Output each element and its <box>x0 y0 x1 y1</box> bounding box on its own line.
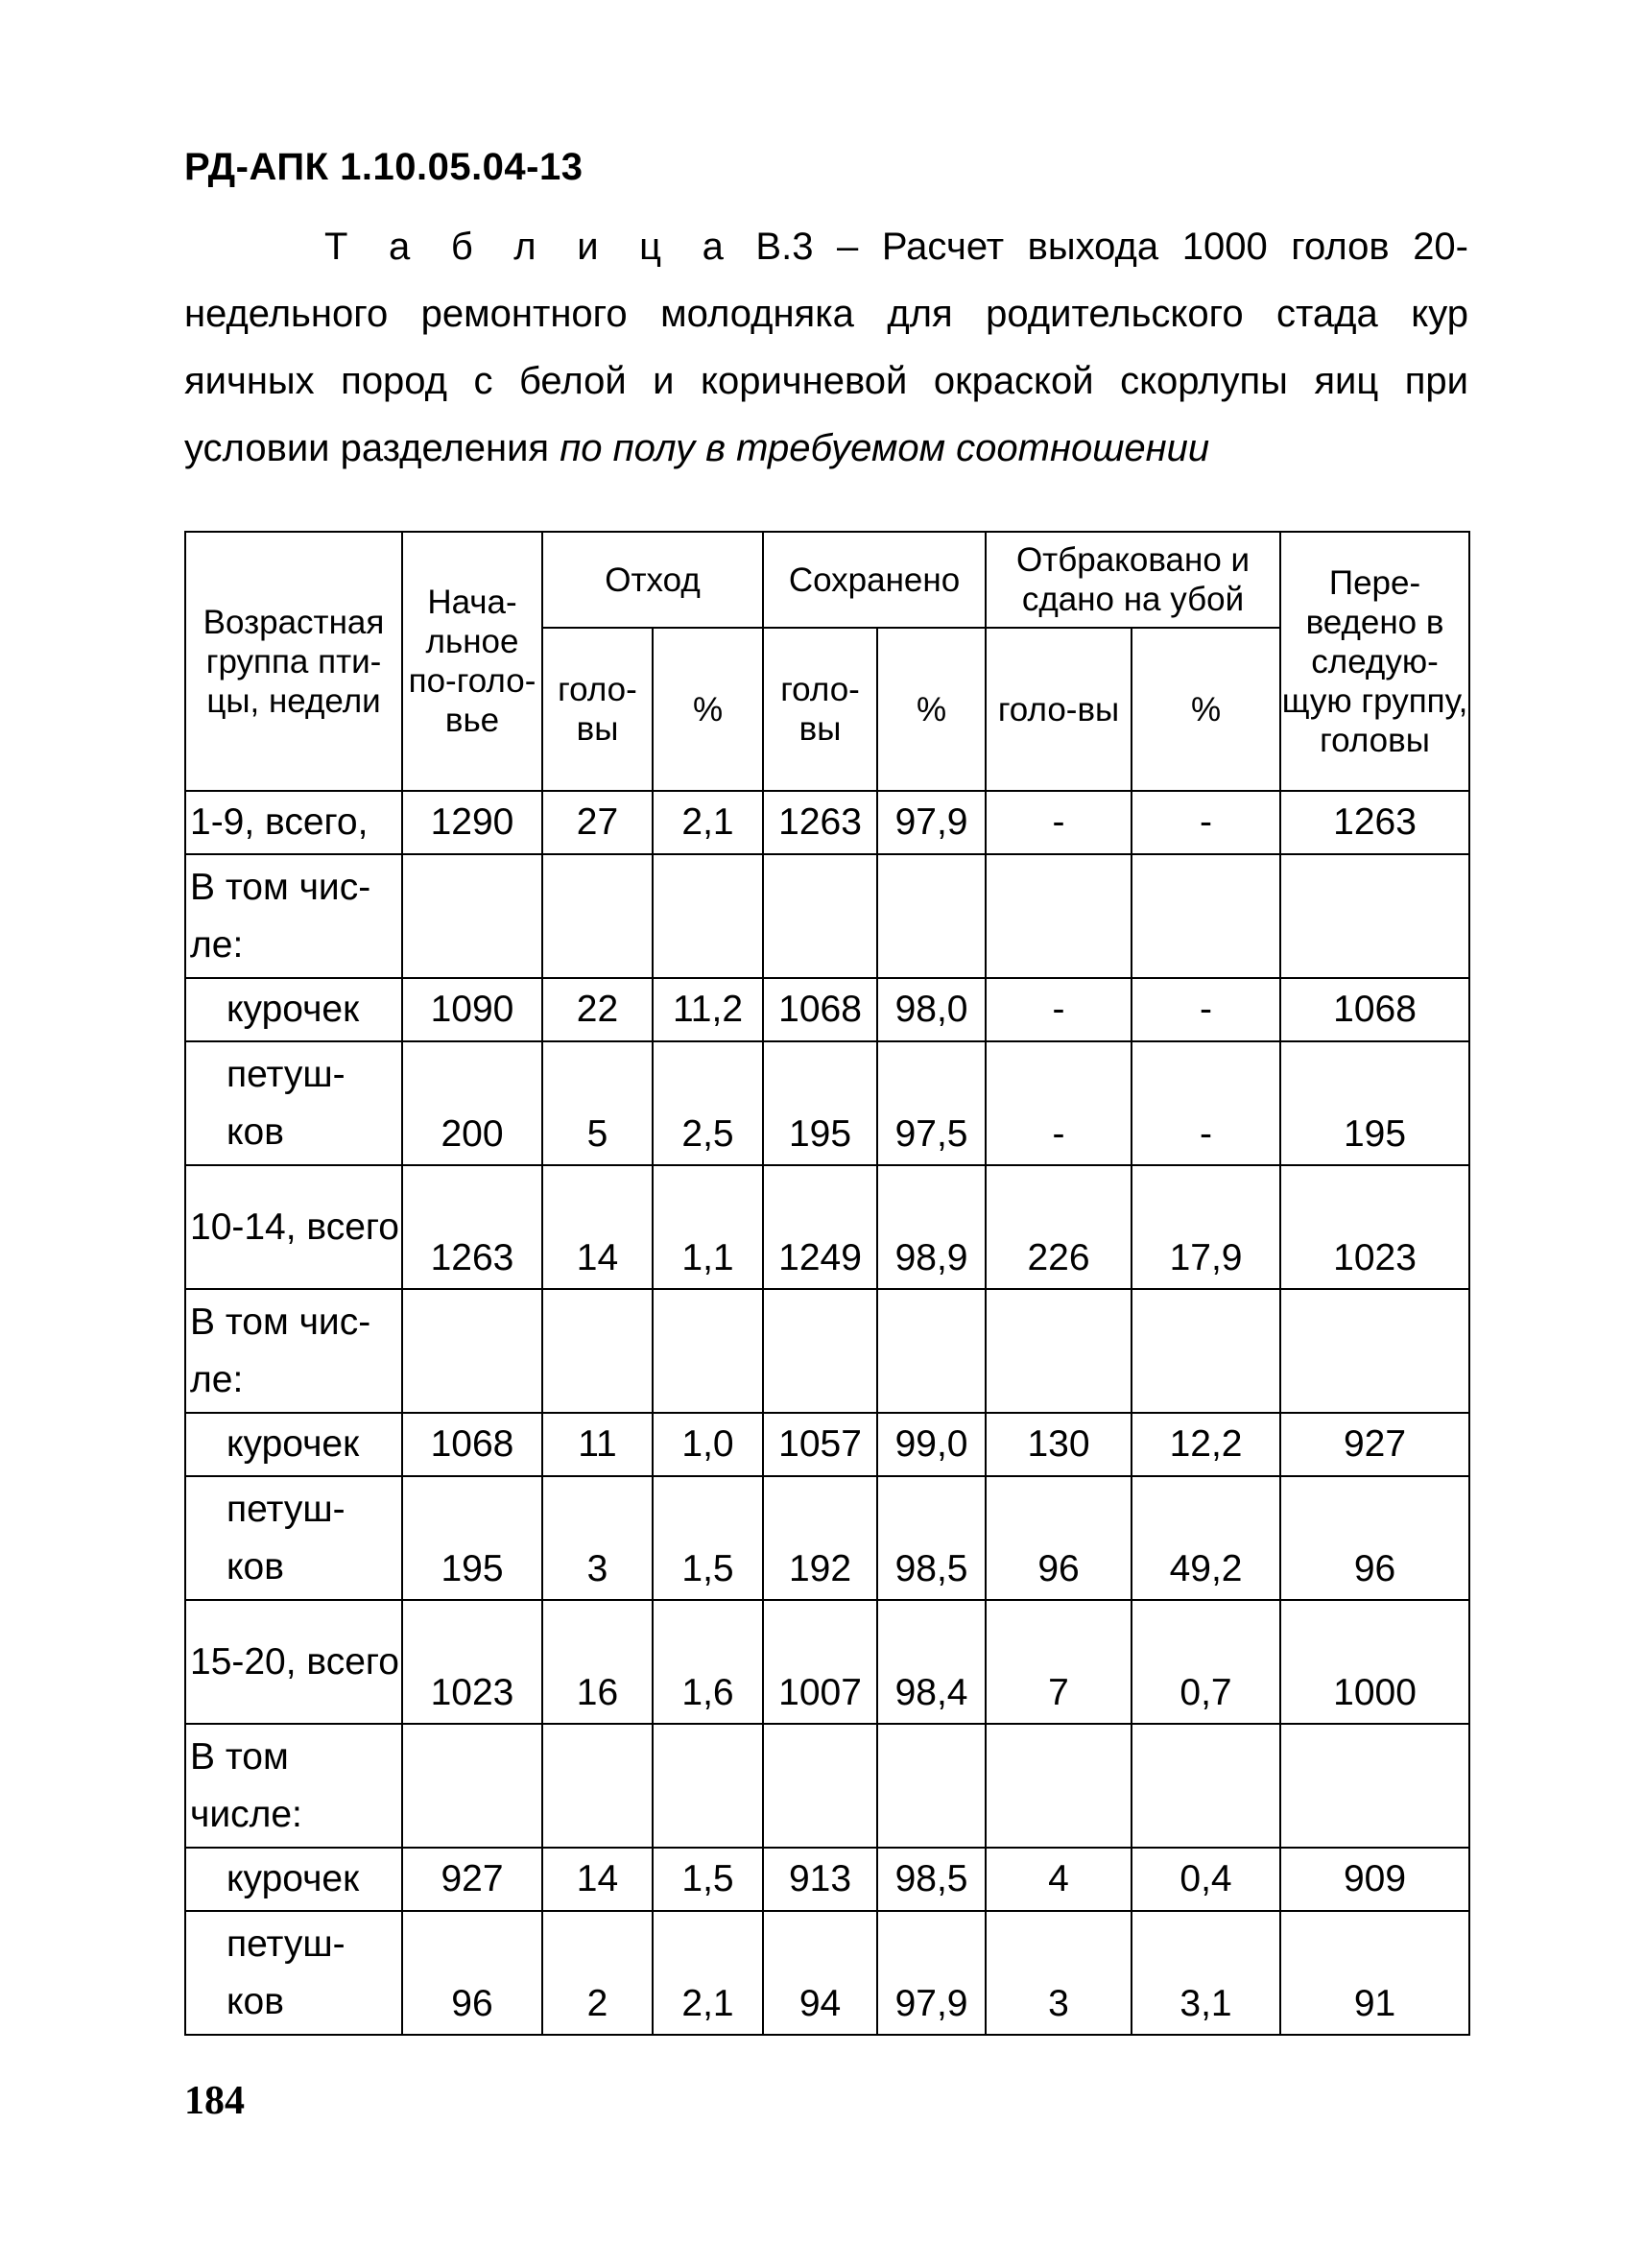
cell-kept-heads: 913 <box>763 1848 877 1911</box>
cell-culled-heads <box>986 1724 1132 1848</box>
cell-culled-pct: 17,9 <box>1132 1165 1280 1289</box>
row-label: 15-20, всего <box>185 1600 402 1724</box>
row-label: курочек <box>185 978 402 1041</box>
cell-transferred: 1068 <box>1280 978 1469 1041</box>
cell-culled-heads <box>986 1289 1132 1413</box>
header-kept-heads: голо-вы <box>763 628 877 791</box>
cell-transferred: 1263 <box>1280 791 1469 854</box>
page-number: 184 <box>184 2079 245 2123</box>
cell-transferred: 96 <box>1280 1476 1469 1600</box>
cell-loss-heads <box>542 1289 653 1413</box>
cell-loss-heads: 11 <box>542 1413 653 1476</box>
cell-kept-pct: 98,0 <box>877 978 986 1041</box>
cell-transferred <box>1280 854 1469 978</box>
cell-culled-pct: 0,7 <box>1132 1600 1280 1724</box>
cell-initial: 1090 <box>402 978 542 1041</box>
cell-initial: 1023 <box>402 1600 542 1724</box>
cell-kept-heads: 192 <box>763 1476 877 1600</box>
row-label: В том числе: <box>185 1724 402 1848</box>
caption-text-italic: по полу в требуемом соотношении <box>560 427 1210 469</box>
cell-culled-pct <box>1132 854 1280 978</box>
cell-culled-pct <box>1132 1289 1280 1413</box>
cell-kept-pct: 98,9 <box>877 1165 986 1289</box>
table-caption <box>184 213 1468 482</box>
cell-loss-pct <box>653 1289 763 1413</box>
row-label: 1-9, всего, <box>185 791 402 854</box>
cell-culled-heads: 4 <box>986 1848 1132 1911</box>
data-table <box>184 531 1470 2036</box>
header-age-group: Возрастная группа пти-цы, недели <box>185 532 402 791</box>
cell-loss-pct: 1,5 <box>653 1476 763 1600</box>
cell-kept-pct: 98,5 <box>877 1476 986 1600</box>
header-kept: Сохранено <box>763 532 986 628</box>
cell-culled-pct: 12,2 <box>1132 1413 1280 1476</box>
cell-transferred: 195 <box>1280 1041 1469 1165</box>
cell-culled-heads <box>986 854 1132 978</box>
cell-culled-heads: - <box>986 1041 1132 1165</box>
cell-culled-pct: - <box>1132 791 1280 854</box>
cell-initial: 1290 <box>402 791 542 854</box>
table-row <box>185 791 1469 854</box>
header-transferred: Пере-ведено в следую-щую группу, головы <box>1280 532 1469 791</box>
header-loss: Отход <box>542 532 763 628</box>
table-row <box>185 1476 1469 1600</box>
cell-kept-heads: 1068 <box>763 978 877 1041</box>
cell-loss-heads <box>542 1724 653 1848</box>
cell-loss-heads: 16 <box>542 1600 653 1724</box>
caption-text: В.3 – Расчет выхода 1000 голов 20-недельного ремонтного молодняка для родительского стада кур яичных пород с белой и коричневой окраской скорлупы яиц при условии разделения <box>184 226 1469 469</box>
cell-culled-heads: 96 <box>986 1476 1132 1600</box>
cell-loss-pct <box>653 1724 763 1848</box>
table-row <box>185 1724 1469 1848</box>
cell-initial: 96 <box>402 1911 542 2035</box>
cell-initial: 927 <box>402 1848 542 1911</box>
cell-loss-pct: 1,5 <box>653 1848 763 1911</box>
cell-loss-heads: 14 <box>542 1848 653 1911</box>
cell-loss-heads: 5 <box>542 1041 653 1165</box>
cell-kept-pct: 97,9 <box>877 791 986 854</box>
cell-loss-heads: 14 <box>542 1165 653 1289</box>
cell-transferred: 927 <box>1280 1413 1469 1476</box>
cell-kept-pct <box>877 854 986 978</box>
cell-kept-heads: 195 <box>763 1041 877 1165</box>
header-loss-pct: % <box>653 628 763 791</box>
cell-initial: 1068 <box>402 1413 542 1476</box>
cell-initial <box>402 1289 542 1413</box>
cell-transferred: 91 <box>1280 1911 1469 2035</box>
cell-kept-pct: 97,5 <box>877 1041 986 1165</box>
cell-kept-pct: 98,5 <box>877 1848 986 1911</box>
cell-loss-pct: 1,0 <box>653 1413 763 1476</box>
cell-culled-pct: 0,4 <box>1132 1848 1280 1911</box>
cell-culled-pct: 3,1 <box>1132 1911 1280 2035</box>
cell-initial: 200 <box>402 1041 542 1165</box>
cell-kept-pct: 99,0 <box>877 1413 986 1476</box>
table-row <box>185 1041 1469 1165</box>
cell-loss-heads: 27 <box>542 791 653 854</box>
cell-culled-heads: - <box>986 978 1132 1041</box>
table-row <box>185 1289 1469 1413</box>
cell-kept-heads <box>763 1724 877 1848</box>
row-label: В том чис-ле: <box>185 854 402 978</box>
cell-kept-heads: 1007 <box>763 1600 877 1724</box>
caption-label: Т а б л и ц а <box>324 226 732 268</box>
cell-loss-pct: 2,5 <box>653 1041 763 1165</box>
cell-culled-pct: 49,2 <box>1132 1476 1280 1600</box>
cell-kept-heads <box>763 1289 877 1413</box>
cell-culled-heads: 130 <box>986 1413 1132 1476</box>
cell-loss-pct: 1,1 <box>653 1165 763 1289</box>
cell-initial: 1263 <box>402 1165 542 1289</box>
table-row <box>185 854 1469 978</box>
cell-culled-heads: 226 <box>986 1165 1132 1289</box>
cell-kept-heads <box>763 854 877 978</box>
header-loss-heads: голо-вы <box>542 628 653 791</box>
cell-transferred: 1023 <box>1280 1165 1469 1289</box>
cell-kept-heads: 94 <box>763 1911 877 2035</box>
cell-culled-heads: 7 <box>986 1600 1132 1724</box>
row-label: курочек <box>185 1848 402 1911</box>
cell-loss-pct: 2,1 <box>653 1911 763 2035</box>
table-row <box>185 1600 1469 1724</box>
document-code: РД-АПК 1.10.05.04-13 <box>184 146 584 188</box>
row-label: 10-14, всего <box>185 1165 402 1289</box>
cell-transferred: 1000 <box>1280 1600 1469 1724</box>
table-row <box>185 978 1469 1041</box>
cell-culled-pct <box>1132 1724 1280 1848</box>
cell-culled-pct: - <box>1132 978 1280 1041</box>
cell-transferred: 909 <box>1280 1848 1469 1911</box>
header-initial: Нача-льное по-голо-вье <box>402 532 542 791</box>
cell-kept-heads: 1263 <box>763 791 877 854</box>
cell-initial <box>402 854 542 978</box>
row-label: курочек <box>185 1413 402 1476</box>
cell-culled-pct: - <box>1132 1041 1280 1165</box>
cell-initial <box>402 1724 542 1848</box>
cell-kept-heads: 1249 <box>763 1165 877 1289</box>
row-label: петуш-ков <box>185 1476 402 1600</box>
cell-loss-pct: 2,1 <box>653 791 763 854</box>
cell-kept-pct <box>877 1724 986 1848</box>
cell-loss-pct: 1,6 <box>653 1600 763 1724</box>
cell-loss-heads <box>542 854 653 978</box>
table-row <box>185 1165 1469 1289</box>
cell-transferred <box>1280 1289 1469 1413</box>
table-row <box>185 1413 1469 1476</box>
row-label: петуш-ков <box>185 1911 402 2035</box>
cell-loss-heads: 3 <box>542 1476 653 1600</box>
row-label: петуш-ков <box>185 1041 402 1165</box>
cell-initial: 195 <box>402 1476 542 1600</box>
cell-kept-heads: 1057 <box>763 1413 877 1476</box>
cell-kept-pct: 97,9 <box>877 1911 986 2035</box>
cell-loss-pct: 11,2 <box>653 978 763 1041</box>
cell-loss-heads: 2 <box>542 1911 653 2035</box>
header-culled: Отбраковано и сдано на убой <box>986 532 1280 628</box>
header-culled-pct: % <box>1132 628 1280 791</box>
cell-loss-heads: 22 <box>542 978 653 1041</box>
table-row <box>185 1911 1469 2035</box>
cell-kept-pct <box>877 1289 986 1413</box>
header-kept-pct: % <box>877 628 986 791</box>
table-row <box>185 1848 1469 1911</box>
header-culled-heads: голо-вы <box>986 628 1132 791</box>
cell-culled-heads: 3 <box>986 1911 1132 2035</box>
cell-transferred <box>1280 1724 1469 1848</box>
cell-loss-pct <box>653 854 763 978</box>
cell-culled-heads: - <box>986 791 1132 854</box>
row-label: В том чис-ле: <box>185 1289 402 1413</box>
cell-kept-pct: 98,4 <box>877 1600 986 1724</box>
